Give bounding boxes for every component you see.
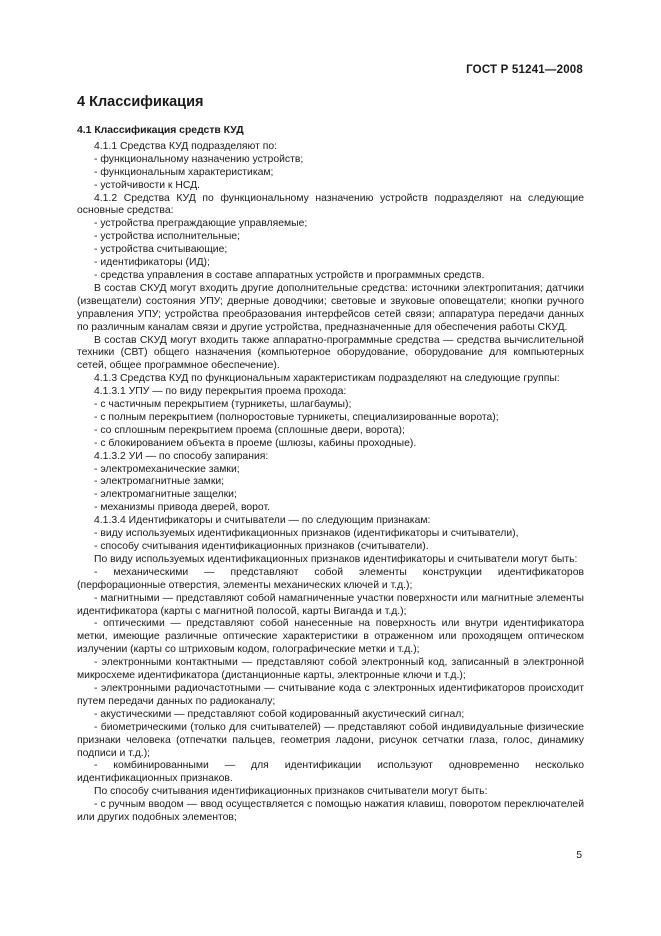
- paragraph: По виду используемых идентификационных признаков идентификаторы и считыватели могут быть:: [94, 553, 578, 565]
- paragraph: - функциональному назначению устройств;: [94, 153, 304, 165]
- section-body: [77, 125, 584, 825]
- paragraph: - электромагнитные защелки;: [94, 489, 237, 501]
- paragraph: - способу считывания идентификационных признаков (считыватели).: [94, 541, 429, 552]
- page-number: 5: [576, 850, 582, 861]
- paragraph: - устойчивости к НСД.: [94, 179, 201, 191]
- paragraph: - оптическими — представляют собой нанесенные на поверхность или внутри идентификатора метки, имеющие различные оптические характеристики в отраженном или проходящем оптическом излучении (карты со штриховым кодом, голографические метки и т.д.);: [77, 618, 584, 656]
- paragraph: - устройства преграждающие управляемые;: [94, 218, 308, 230]
- paragraph: - комбинированными — для идентификации используют одновременно несколько идентификационных признаков.: [77, 760, 584, 785]
- paragraph: - со сплошным перекрытием проема (сплошные двери, ворота);: [94, 424, 405, 436]
- paragraph: - с ручным вводом — ввод осуществляется с помощью нажатия клавиш, поворотом переключателей или других подобных элементов;: [77, 799, 584, 824]
- paragraph: В состав СКУД могут входить другие дополнительные средства: источники электропитания; датчики (извещатели) состояния УПУ; дверные доводчики; световые и звуковые оповещатели; кнопки ручного управления УПУ; устройства преобразования интерфейсов сетей связи; аппаратура передачи данных по различным каналам связи и другие устройства, предназначенные для обеспечения работы СКУД.: [77, 282, 584, 333]
- subsection-heading: 4.1 Классификация средств КУД: [77, 125, 244, 136]
- paragraph: - устройства исполнительные;: [94, 231, 240, 243]
- paragraph: - с полным перекрытием (полноростовые турникеты, специализированные ворота);: [94, 411, 499, 423]
- paragraph: 4.1.1 Средства КУД подразделяют по:: [94, 140, 278, 152]
- paragraph: По способу считывания идентификационных признаков считыватели могут быть:: [94, 786, 488, 798]
- section-title: 4 Классификация: [77, 94, 204, 110]
- paragraph: - функциональным характеристикам;: [94, 166, 274, 178]
- paragraph: - виду используемых идентификационных признаков (идентификаторы и считыватели),: [94, 528, 519, 540]
- paragraph: 4.1.3 Средства КУД по функциональным характеристикам подразделяют на следующие группы:: [94, 373, 560, 385]
- paragraph: В состав СКУД могут входить также аппаратно-программные средства — средства вычислительной техники (СВТ) общего назначения (компьютерное оборудование, оборудование для компьютерных сетей, общее программное обеспечение).: [77, 334, 584, 372]
- paragraph: - с частичным перекрытием (турникеты, шлагбаумы);: [94, 399, 352, 411]
- paragraph: - электромагнитные замки;: [94, 476, 225, 488]
- paragraph: 4.1.2 Средства КУД по функциональному назначению устройств подразделяют на следующие основные средства:: [77, 192, 584, 217]
- paragraph: - устройства считывающие;: [94, 244, 228, 256]
- paragraph: - электромеханические замки;: [94, 463, 240, 475]
- paragraph: - с блокированием объекта в проеме (шлюзы, кабины проходные).: [94, 437, 417, 449]
- paragraph: 4.1.3.1 УПУ — по виду перекрытия проема прохода:: [94, 386, 347, 398]
- paragraph: - магнитными — представляют собой намагниченные участки поверхности или магнитные элементы идентификатора (карты с магнитной полосой, карты Виганда и т.д.);: [77, 592, 584, 617]
- paragraph: - механическими — представляют собой элементы конструкции идентификаторов (перфорационные отверстия, элементы механических ключей и т.д.);: [77, 566, 584, 591]
- paragraph: - средства управления в составе аппаратных устройств и программных средств.: [94, 269, 485, 281]
- paragraph: - электронными контактными — представляют собой электронный код, записанный в электронной микросхеме идентификатора (дистанционные карты, электронные ключи и т.д.);: [77, 657, 584, 682]
- paragraph: - акустическими — представляют собой кодированный акустический сигнал;: [94, 708, 465, 720]
- paragraph: - электронными радиочастотными — считывание кода с электронных идентификаторов происходит путем передачи данных по радиоканалу;: [77, 682, 584, 707]
- paragraph: - биометрическими (только для считывателей) — представляют собой индивидуальные физические признаки человека (отпечатки пальцев, геометрия ладони, рисунок сетчатки глаза, голос, динамику подписи и т.д.);: [77, 721, 584, 759]
- document-code: ГОСТ Р 51241—2008: [466, 64, 583, 76]
- paragraph: - идентификаторы (ИД);: [94, 257, 210, 269]
- paragraph: 4.1.3.2 УИ — по способу запирания:: [94, 450, 269, 462]
- paragraph: - механизмы привода дверей, ворот.: [94, 502, 270, 514]
- paragraph: 4.1.3.4 Идентификаторы и считыватели — по следующим признакам:: [94, 515, 431, 527]
